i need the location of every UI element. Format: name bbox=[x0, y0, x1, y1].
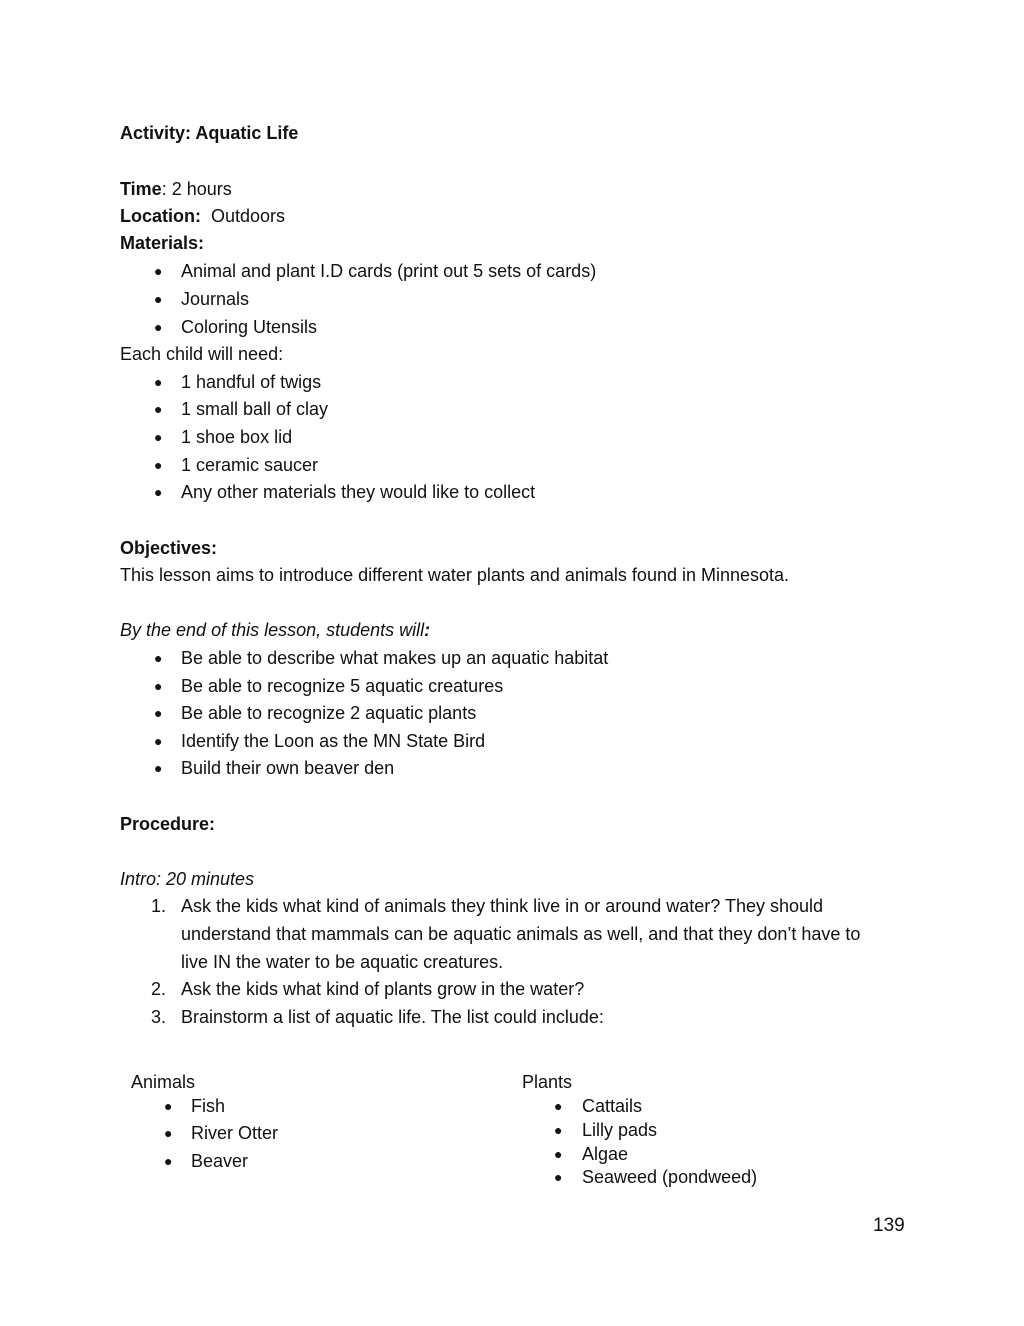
list-bullet: ● bbox=[154, 760, 163, 776]
outcomes-colon: : bbox=[424, 620, 431, 640]
list-item: Seaweed (pondweed) bbox=[582, 1167, 758, 1187]
list-bullet: ● bbox=[554, 1169, 563, 1185]
list-item: Be able to describe what makes up an aquatic habitat bbox=[181, 648, 609, 668]
list-bullet: ● bbox=[164, 1098, 173, 1114]
step-number: 3. bbox=[151, 1007, 167, 1027]
intro-heading: Intro: 20 minutes bbox=[120, 869, 255, 889]
step-text: understand that mammals can be aquatic animals as well, and that they don’t have to bbox=[181, 924, 861, 944]
animals-label: Animals bbox=[131, 1072, 196, 1092]
location-line bbox=[120, 207, 285, 225]
time-label: Time bbox=[120, 179, 162, 199]
outcomes-label bbox=[120, 621, 430, 639]
list-item: Journals bbox=[181, 289, 250, 309]
list-bullet: ● bbox=[154, 457, 163, 473]
step-text: Ask the kids what kind of animals they think live in or around water? They should bbox=[181, 896, 824, 916]
procedure-label: Procedure: bbox=[120, 814, 216, 834]
plants-label: Plants bbox=[522, 1072, 573, 1092]
list-bullet: ● bbox=[154, 263, 163, 279]
list-bullet: ● bbox=[154, 319, 163, 335]
time-line bbox=[120, 180, 232, 198]
step-text: Brainstorm a list of aquatic life. The list could include: bbox=[181, 1007, 604, 1027]
list-item: 1 ceramic saucer bbox=[181, 455, 319, 475]
list-item: 1 small ball of clay bbox=[181, 399, 329, 419]
list-bullet: ● bbox=[554, 1098, 563, 1114]
list-item: Be able to recognize 5 aquatic creatures bbox=[181, 676, 504, 696]
list-item: Identify the Loon as the MN State Bird bbox=[181, 731, 486, 751]
list-item: Be able to recognize 2 aquatic plants bbox=[181, 703, 477, 723]
list-bullet: ● bbox=[154, 678, 163, 694]
list-item: Cattails bbox=[582, 1096, 643, 1116]
objectives-label: Objectives: bbox=[120, 538, 218, 558]
list-item: 1 handful of twigs bbox=[181, 372, 322, 392]
list-item: 1 shoe box lid bbox=[181, 427, 293, 447]
list-item: Beaver bbox=[191, 1151, 249, 1171]
list-bullet: ● bbox=[164, 1153, 173, 1169]
page-number: 139 bbox=[873, 1215, 905, 1236]
step-text: live IN the water to be aquatic creatures. bbox=[181, 952, 504, 972]
list-item: Algae bbox=[582, 1144, 629, 1164]
list-bullet: ● bbox=[154, 650, 163, 666]
list-item: Fish bbox=[191, 1096, 226, 1116]
list-bullet: ● bbox=[554, 1122, 563, 1138]
step-text: Ask the kids what kind of plants grow in the water? bbox=[181, 979, 585, 999]
list-bullet: ● bbox=[164, 1125, 173, 1141]
list-bullet: ● bbox=[554, 1146, 563, 1162]
list-item: Any other materials they would like to collect bbox=[181, 482, 536, 502]
list-item: Coloring Utensils bbox=[181, 317, 318, 337]
step-number: 2. bbox=[151, 979, 167, 999]
list-item: Lilly pads bbox=[582, 1120, 658, 1140]
objectives-text: This lesson aims to introduce different water plants and animals found in Minnesota. bbox=[120, 565, 790, 585]
materials-label: Materials: bbox=[120, 233, 205, 253]
step-number: 1. bbox=[151, 896, 167, 916]
outcomes-label-text: By the end of this lesson, students will bbox=[120, 620, 425, 640]
list-bullet: ● bbox=[154, 401, 163, 417]
activity-title: Activity: Aquatic Life bbox=[120, 123, 299, 143]
list-bullet: ● bbox=[154, 429, 163, 445]
list-item: Animal and plant I.D cards (print out 5 sets of cards) bbox=[181, 261, 597, 281]
list-bullet: ● bbox=[154, 484, 163, 500]
time-value: : 2 hours bbox=[161, 179, 232, 199]
each-child-label: Each child will need: bbox=[120, 344, 284, 364]
list-item: Build their own beaver den bbox=[181, 758, 395, 778]
location-label: Location: bbox=[120, 206, 201, 226]
location-value: Outdoors bbox=[211, 206, 286, 226]
list-bullet: ● bbox=[154, 291, 163, 307]
list-item: River Otter bbox=[191, 1123, 279, 1143]
list-bullet: ● bbox=[154, 705, 163, 721]
list-bullet: ● bbox=[154, 374, 163, 390]
list-bullet: ● bbox=[154, 733, 163, 749]
